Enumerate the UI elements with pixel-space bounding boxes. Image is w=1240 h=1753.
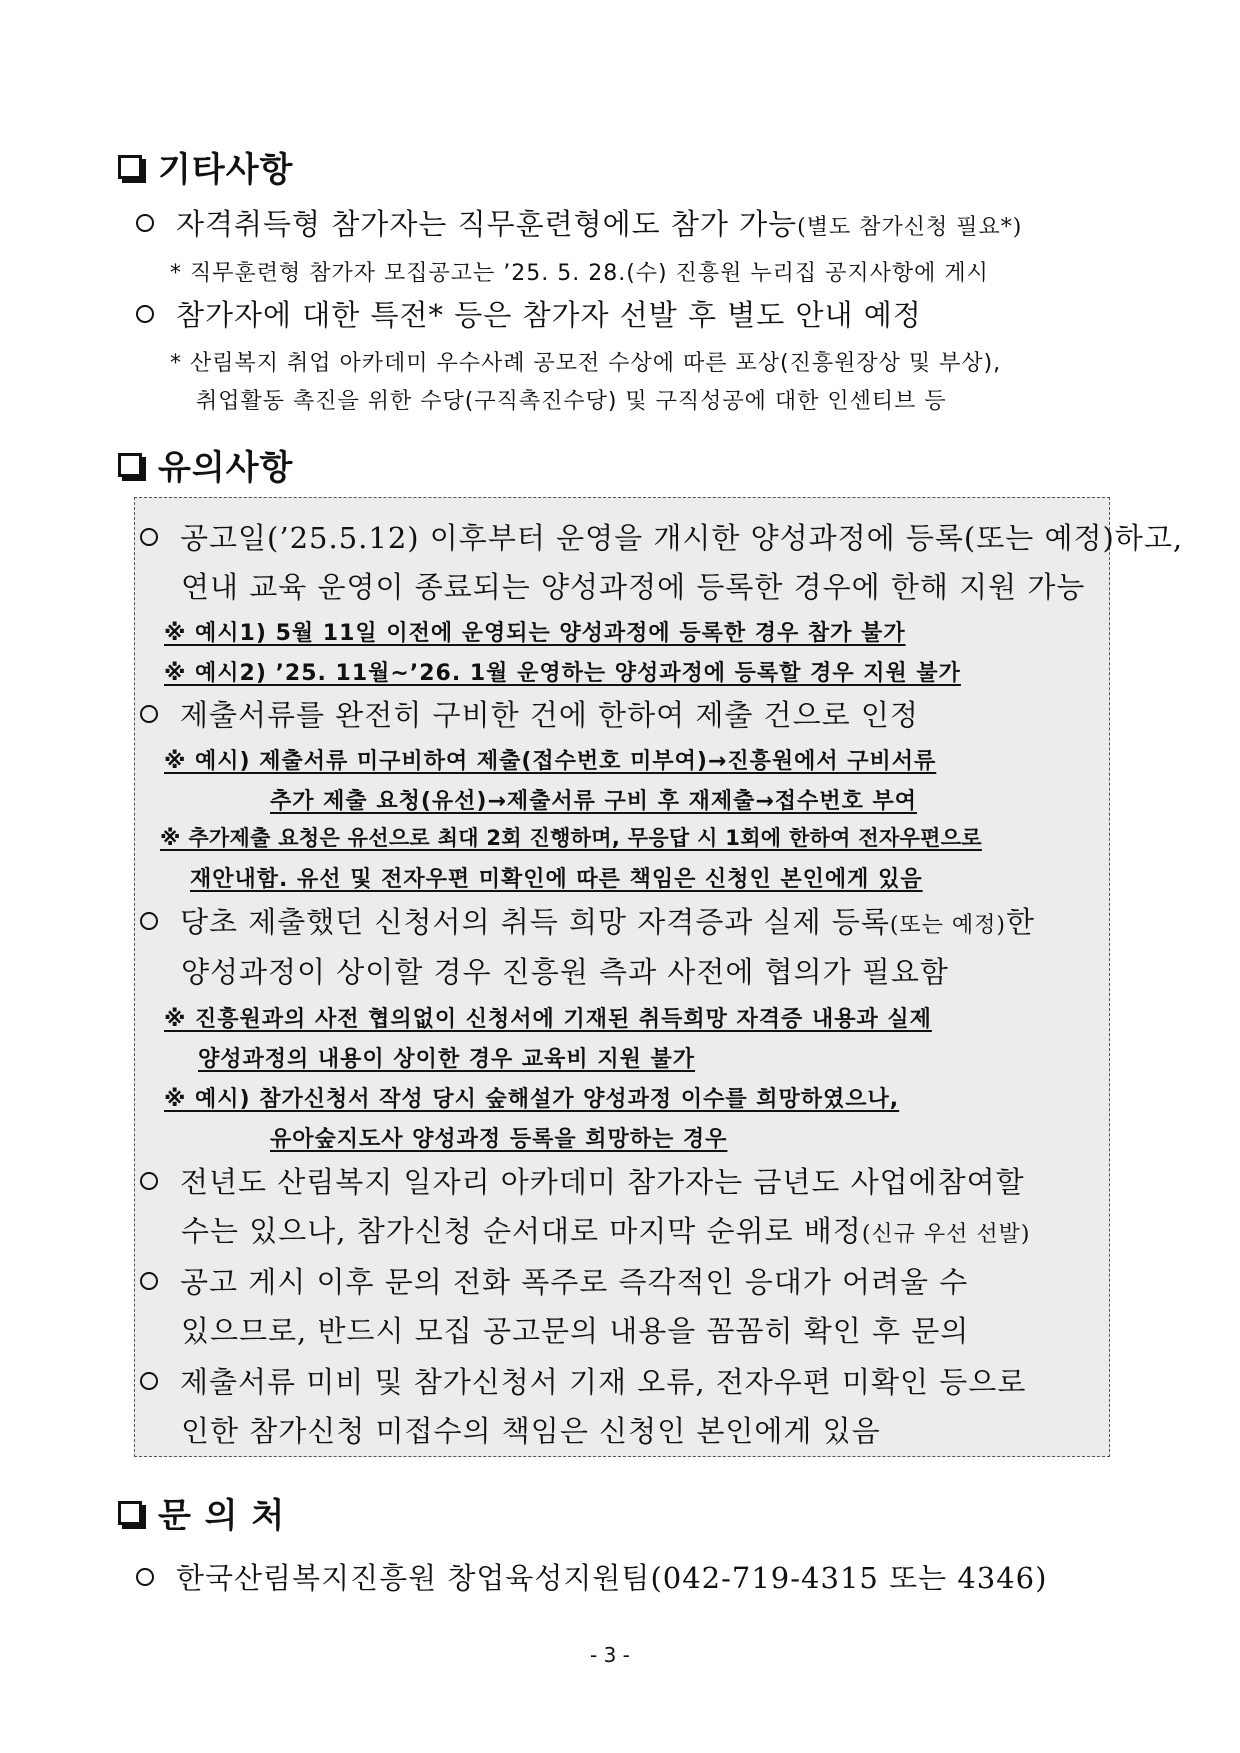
bullet-item: 공고 게시 이후 문의 전화 폭주로 즉각적인 응대가 어려울 수: [140, 1260, 968, 1301]
section-heading-misc: [118, 142, 293, 191]
circle-bullet-icon: [136, 1568, 154, 1586]
bullet-item: 공고일(’25.5.12) 이후부터 운영을 개시한 양성과정에 등록(또는 예정)하고,: [140, 516, 1183, 557]
example-note: ※ 예시) 참가신청서 작성 당시 숲해설가 양성과정 이수를 희망하였으나,: [164, 1087, 900, 1112]
bullet-item: 전년도 산림복지 일자리 아카데미 참가자는 금년도 사업에참여할: [140, 1160, 1025, 1201]
bullet-continuation: 있으므로, 반드시 모집 공고문의 내용을 꼼꼼히 확인 후 문의: [181, 1314, 970, 1348]
bullet-item: 참가자에 대한 특전* 등은 참가자 선발 후 별도 안내 예정: [136, 293, 922, 334]
page-number: - 3 -: [590, 1643, 630, 1667]
bullet-item: 제출서류 미비 및 참가신청서 기재 오류, 전자우편 미확인 등으로: [140, 1360, 1026, 1401]
caution-note: 재안내함. 유선 및 전자우편 미확인에 따른 책임은 신청인 본인에게 있음: [190, 867, 923, 892]
checkbox-square-icon: [118, 1501, 142, 1525]
section-heading-contact: [118, 1488, 285, 1537]
bullet-continuation: 양성과정이 상이할 경우 진흥원 측과 사전에 협의가 필요함: [181, 955, 949, 989]
bullet-continuation: 연내 교육 운영이 종료되는 양성과정에 등록한 경우에 한해 지원 가능: [181, 570, 1086, 604]
caution-note: ※ 진흥원과의 사전 협의없이 신청서에 기재된 취득희망 자격증 내용과 실제: [164, 1007, 932, 1032]
checkbox-square-icon: [118, 155, 142, 179]
circle-bullet-icon: [140, 705, 158, 723]
example-note: ※ 예시2) ’25. 11월~’26. 1월 운영하는 양성과정에 등록할 경우 지원 불가: [164, 661, 961, 686]
example-note: ※ 예시1) 5월 11일 이전에 운영되는 양성과정에 등록한 경우 참가 불가: [164, 621, 906, 646]
section-heading-caution: [118, 440, 293, 489]
caution-note: ※ 추가제출 요청은 유선으로 최대 2회 진행하며, 무응답 시 1회에 한하여 전자우편으로: [160, 826, 982, 850]
bullet-item: 한국산림복지진흥원 창업육성지원팀(042-719-4315 또는 4346): [136, 1556, 1047, 1597]
footnote: 취업활동 촉진을 위한 수당(구직촉진수당) 및 구직성공에 대한 인센티브 등: [196, 389, 947, 414]
circle-bullet-icon: [140, 528, 158, 546]
bullet-item: 제출서류를 완전히 구비한 건에 한하여 제출 건으로 인정: [140, 693, 919, 734]
circle-bullet-icon: [140, 1172, 158, 1190]
caution-note: 양성과정의 내용이 상이한 경우 교육비 지원 불가: [198, 1047, 695, 1072]
circle-bullet-icon: [140, 1372, 158, 1390]
bullet-continuation: 수는 있으나, 참가신청 순서대로 마지막 순위로 배정(신규 우선 선발): [181, 1214, 1031, 1248]
circle-bullet-icon: [140, 1272, 158, 1290]
bullet-item: 당초 제출했던 신청서의 취득 희망 자격증과 실제 등록(또는 예정)한: [140, 900, 1035, 941]
circle-bullet-icon: [136, 214, 154, 232]
footnote: * 산림복지 취업 아카데미 우수사례 공모전 수상에 따른 포상(진흥원장상 및 부상),: [170, 351, 1002, 376]
circle-bullet-icon: [136, 305, 154, 323]
bullet-continuation: 인한 참가신청 미접수의 책임은 신청인 본인에게 있음: [181, 1414, 881, 1448]
section-title: 유의사항: [158, 448, 294, 488]
section-title: 문 의 처: [158, 1496, 286, 1536]
example-note: 유아숲지도사 양성과정 등록을 희망하는 경우: [270, 1127, 728, 1152]
section-title: 기타사항: [158, 150, 294, 190]
circle-bullet-icon: [140, 912, 158, 930]
checkbox-square-icon: [118, 453, 142, 477]
example-note: ※ 예시) 제출서류 미구비하여 제출(접수번호 미부여)→진흥원에서 구비서류: [164, 749, 937, 774]
bullet-item: 자격취득형 참가자는 직무훈련형에도 참가 가능(별도 참가신청 필요*): [136, 202, 1022, 243]
example-note: 추가 제출 요청(유선)→제출서류 구비 후 재제출→접수번호 부여: [270, 789, 917, 814]
footnote: * 직무훈련형 참가자 모집공고는 ’25. 5. 28.(수) 진흥원 누리집 공지사항에 게시: [170, 261, 989, 286]
